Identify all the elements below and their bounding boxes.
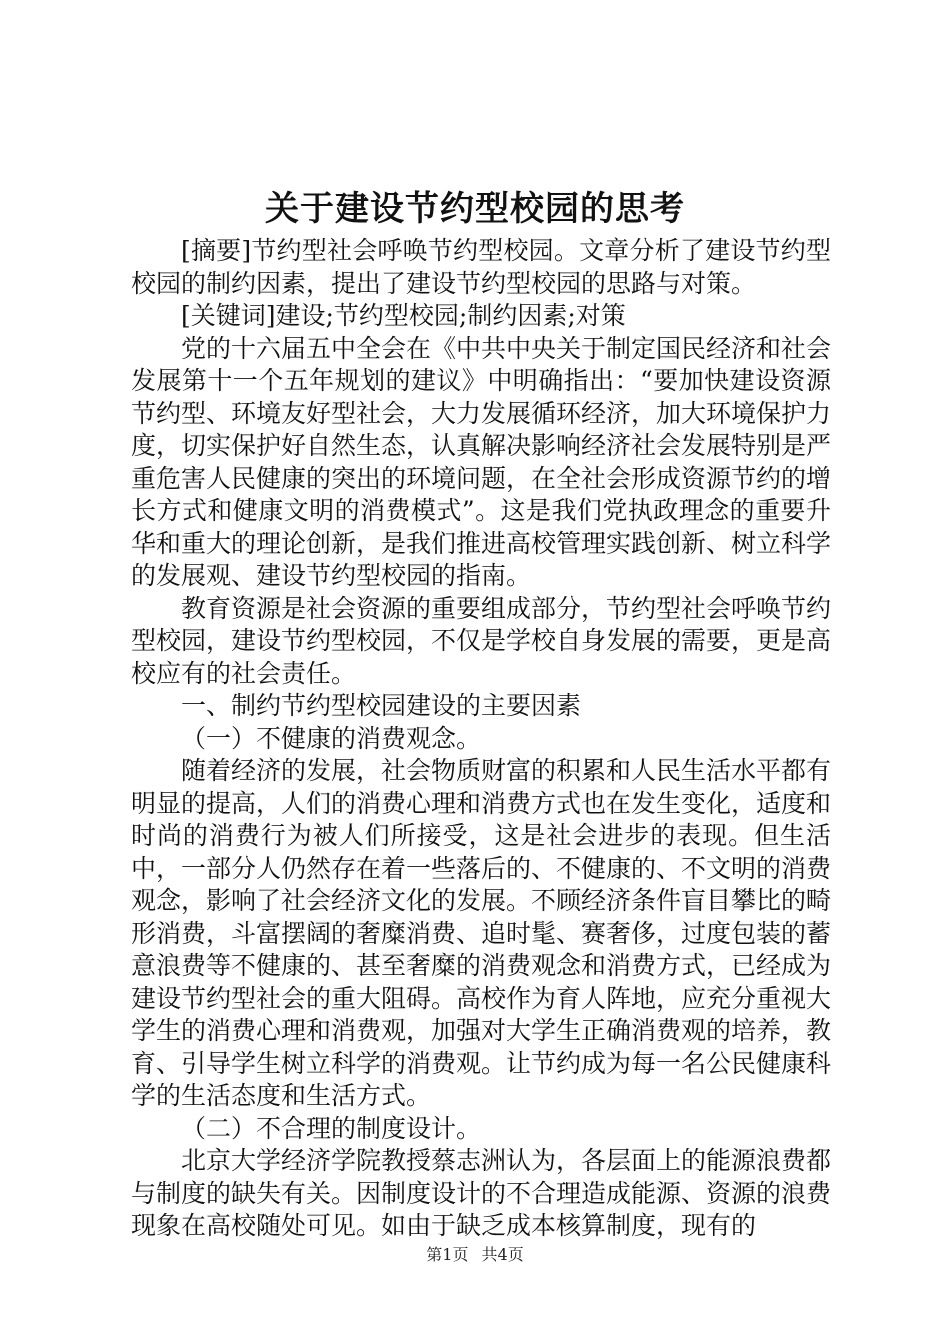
document-title: 关于建设节约型校园的思考 [265,189,685,229]
subsection-heading: （二）不合理的制度设计。 [181,1113,482,1143]
body-paragraph: 北京大学经济学院教授蔡志洲认为，各层面上的能源浪费都与制度的缺失有关。因制度设计的不合理造成能源、资源的浪费现象在高校随处可见。如由于缺乏成本核算制度，现有的 [131,1146,832,1240]
body-paragraph: 随着经济的发展，社会物质财富的积累和人民生活水平都有明显的提高，人们的消费心理和消费方式也在发生变化，适度和时尚的消费行为被人们所接受，这是社会进步的表现。但生活中，一部分人仍然存在着一些落后的、不健康的、不文明的消费观念，影响了社会经济文化的发展。不顾经济条件盲目攀比的畸形消费，斗富摆阔的奢糜消费、追时髦、赛奢侈，过度包装的蓄意浪费等不健康的、甚至奢糜的消费观念和消费方式，已经成为建设节约型社会的重大阻碍。高校作为育人阵地，应充分重视大学生的消费心理和消费观，加强对大学生正确消费观的培养，教育、引导学生树立科学的消费观。让节约成为每一名公民健康科学的生活态度和生活方式。 [131,756,832,1110]
page-count: 共4页 [481,1245,524,1264]
keywords-paragraph: [关键词]建设;节约型校园;制约因素;对策 [181,301,626,330]
page-number: 第1页 [426,1245,469,1264]
abstract-paragraph: [摘要]节约型社会呼唤节约型校园。文章分析了建设节约型校园的制约因素，提出了建设节约型校园的思路与对策。 [131,236,831,298]
body-paragraph: 教育资源是社会资源的重要组成部分，节约型社会呼唤节约型校园，建设节约型校园，不仅是学校自身发展的需要，更是高校应有的社会责任。 [131,593,832,688]
document-body [131,235,831,1243]
subsection-heading: （一）不健康的消费观念。 [181,723,482,753]
page-footer [0,1243,950,1267]
section-heading: 一、制约节约型校园建设的主要因素 [181,691,582,720]
body-paragraph: 党的十六届五中全会在《中共中央关于制定国民经济和社会发展第十一个五年规划的建议》中明确指出：“要加快建设资源节约型、环境友好型社会，大力发展循环经济，加大环境保护力度，切实保护好自然生态，认真解决影响经济社会发展特别是严重危害人民健康的突出的环境问题，在全社会形成资源节约的增长方式和健康文明的消费模式”。这是我们党执政理念的重要升华和重大的理论创新，是我们推进高校管理实践创新、树立科学的发展观、建设节约型校园的指南。 [131,333,832,590]
